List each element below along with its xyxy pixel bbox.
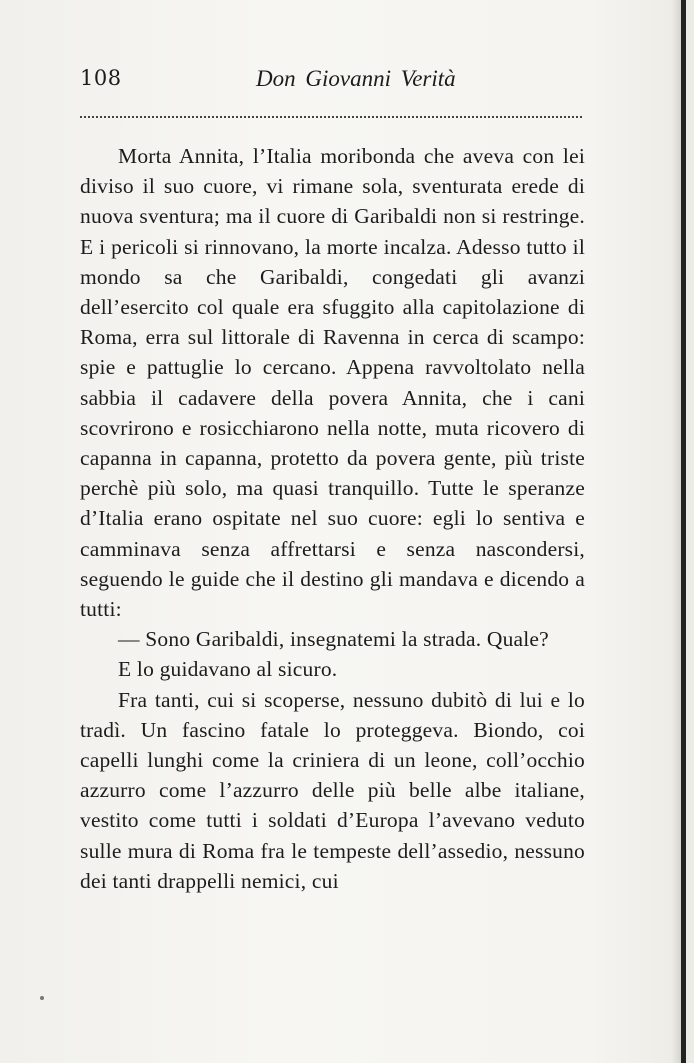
body-text	[80, 141, 585, 896]
running-title: Don Giovanni Verità	[256, 66, 456, 91]
book-spine-edge	[681, 0, 686, 1063]
paragraph: Morta Annita, l’Italia moribonda che aveva con lei diviso il suo cuore, vi rimane sola, sventurata erede di nuova sventura; ma il cuore di Garibaldi non si restringe. E i pericoli si rinnovano, la morte incalza. Adesso tutto il mondo sa che Garibaldi, congedati gli avanzi dell’esercito col quale era sfuggito alla capitolazione di Roma, erra sul littorale di Ravenna in cerca di scampo: spie e pattuglie lo cercano. Appena ravvoltolato nella sabbia il cadavere della povera Annita, che i cani scovrirono e rosicchiarono nella notte, muta ricovero di capanna in capanna, protetto da povera gente, più triste perchè più solo, ma quasi tranquillo. Tutte le speranze d’Italia erano ospitate nel suo cuore: egli lo sentiva e camminava senza affrettarsi e senza nascondersi, seguendo le guide che il destino gli mandava e dicendo a tutti:	[80, 144, 585, 622]
dialogue-line: — Sono Garibaldi, insegnatemi la strada. Quale?	[118, 627, 549, 652]
header-rule	[80, 116, 582, 118]
page-number: 108	[80, 66, 122, 90]
binding-shadow	[671, 0, 681, 1063]
paragraph: Fra tanti, cui si scoperse, nessuno dubitò di lui e lo tradì. Un fascino fatale lo proteggeva. Biondo, coi capelli lunghi come la criniera di un leone, coll’occhio azzurro come l’azzurro delle più belle albe italiane, vestito come tutti i soldati d’Europa l’avevano veduto sulle mura di Roma fra le tempeste dell’assedio, nessuno dei tanti drappelli nemici, cui	[80, 687, 585, 893]
paragraph: E lo guidavano al sicuro.	[118, 657, 338, 682]
running-header	[80, 66, 580, 100]
page-speck	[40, 996, 44, 1000]
